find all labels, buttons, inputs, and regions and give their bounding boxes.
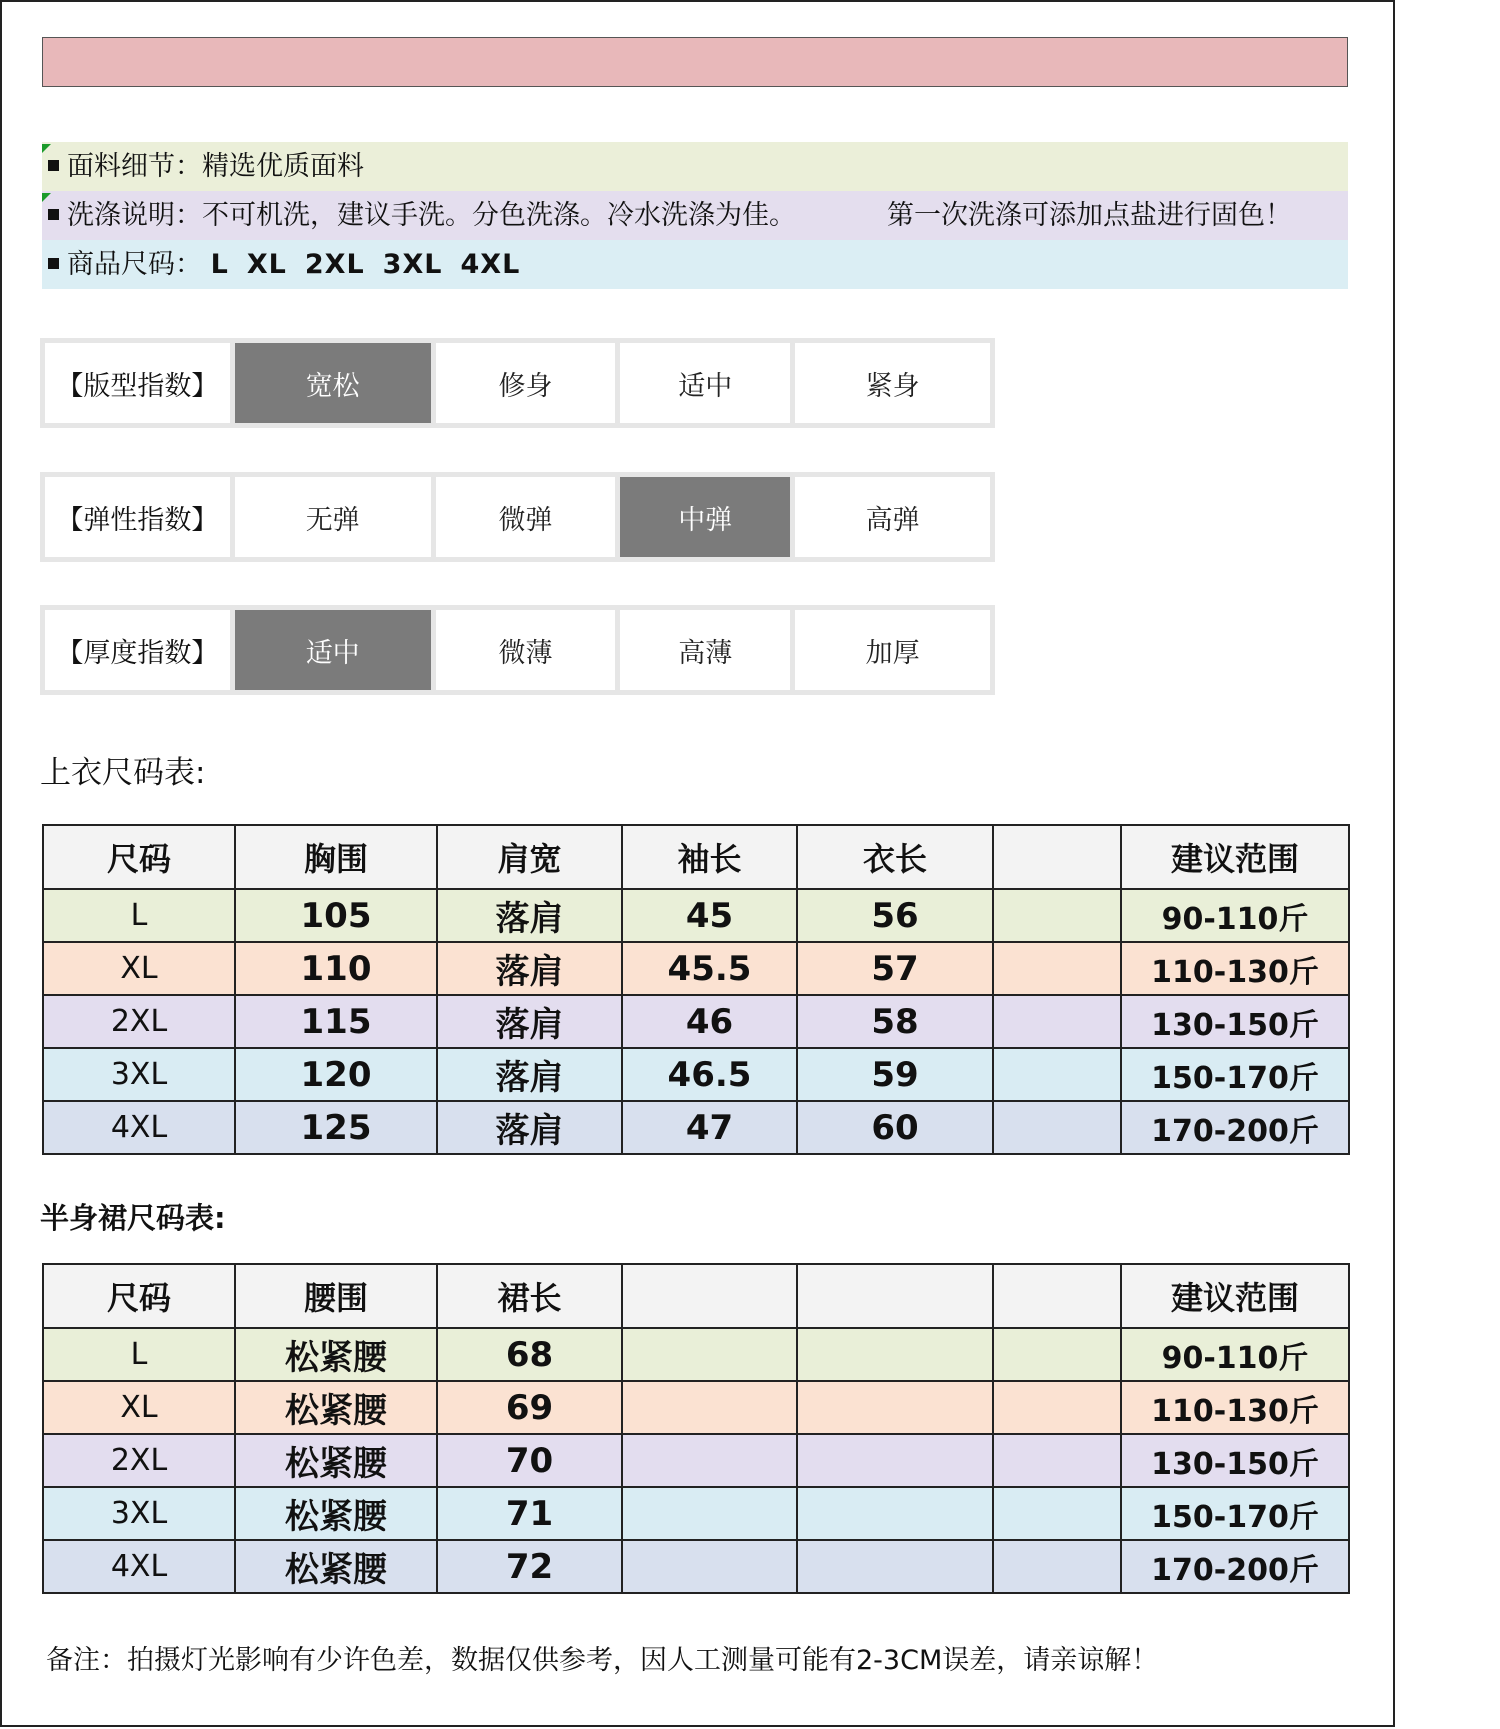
size-cell: L: [43, 1328, 235, 1381]
header-cell: [993, 825, 1121, 889]
header-cell: 裙长: [437, 1264, 622, 1328]
shoulder-cell: 落肩: [437, 1101, 622, 1154]
waist-cell: 松紧腰: [235, 1540, 437, 1593]
empty-cell: [993, 1328, 1121, 1381]
empty-cell: [993, 1487, 1121, 1540]
top-size-table-title: 上衣尺码表:: [40, 755, 206, 791]
length-cell: 59: [797, 1048, 993, 1101]
size-cell: XL: [43, 1381, 235, 1434]
empty-cell: [622, 1487, 797, 1540]
skirt-size-table-title: 半身裙尺码表:: [40, 1201, 226, 1235]
sleeve-cell: 45: [622, 889, 797, 942]
size-cell: 3XL: [43, 1048, 235, 1101]
thickness-option: 适中: [235, 610, 431, 690]
sleeve-cell: 45.5: [622, 942, 797, 995]
wash-extra-text: 第一次洗涤可添加点盐进行固色！: [887, 200, 1292, 231]
range-cell: 110-130斤: [1121, 1381, 1349, 1434]
square-bullet-icon: [48, 209, 59, 220]
table-row: [43, 1540, 1349, 1593]
size-cell: 3XL: [43, 1487, 235, 1540]
range-cell: 110-130斤: [1121, 942, 1349, 995]
table-row: [43, 942, 1349, 995]
wash-info-row: [42, 191, 1348, 240]
square-bullet-icon: [48, 258, 59, 269]
size-cell: L: [43, 889, 235, 942]
size-cell: 4XL: [43, 1540, 235, 1593]
sleeve-cell: 46.5: [622, 1048, 797, 1101]
header-cell: 尺码: [43, 825, 235, 889]
table-row: [43, 889, 1349, 942]
waist-cell: 松紧腰: [235, 1434, 437, 1487]
elasticity-index-label: 【弹性指数】: [45, 477, 230, 557]
header-cell: 衣长: [797, 825, 993, 889]
header-banner: [42, 37, 1348, 87]
elasticity-option: 无弹: [235, 477, 431, 557]
empty-cell: [993, 1540, 1121, 1593]
elasticity-option: 高弹: [795, 477, 990, 557]
size-item: 2XL: [304, 249, 365, 280]
shoulder-cell: 落肩: [437, 995, 622, 1048]
chest-cell: 105: [235, 889, 437, 942]
header-cell: 尺码: [43, 1264, 235, 1328]
range-cell: 170-200斤: [1121, 1101, 1349, 1154]
waist-cell: 松紧腰: [235, 1328, 437, 1381]
elasticity-index-bar: [40, 472, 995, 562]
waist-cell: 松紧腰: [235, 1381, 437, 1434]
shoulder-cell: 落肩: [437, 942, 622, 995]
size-info-row: [42, 240, 1348, 289]
empty-cell: [993, 995, 1121, 1048]
fit-option: 修身: [436, 343, 616, 423]
skirt-length-cell: 69: [437, 1381, 622, 1434]
table-row: [43, 1487, 1349, 1540]
corner-mark-icon: [42, 193, 51, 202]
table-row: [43, 1101, 1349, 1154]
header-cell: [993, 1264, 1121, 1328]
range-cell: 170-200斤: [1121, 1540, 1349, 1593]
range-cell: 90-110斤: [1121, 1328, 1349, 1381]
fit-option: 紧身: [795, 343, 990, 423]
empty-cell: [993, 1434, 1121, 1487]
skirt-length-cell: 72: [437, 1540, 622, 1593]
table-row: [43, 1048, 1349, 1101]
thickness-option: 加厚: [795, 610, 990, 690]
elasticity-option: 中弹: [620, 477, 790, 557]
empty-cell: [797, 1540, 993, 1593]
header-cell: [622, 1264, 797, 1328]
length-cell: 58: [797, 995, 993, 1048]
header-cell: 袖长: [622, 825, 797, 889]
empty-cell: [622, 1328, 797, 1381]
remark-note: 备注：拍摄灯光影响有少许色差，数据仅供参考，因人工测量可能有2-3CM误差，请亲谅解！: [46, 1645, 1159, 1676]
square-bullet-icon: [48, 160, 59, 171]
thickness-option: 微薄: [436, 610, 616, 690]
table-row: [43, 1434, 1349, 1487]
elasticity-option: 微弹: [436, 477, 616, 557]
size-cell: 4XL: [43, 1101, 235, 1154]
skirt-length-cell: 71: [437, 1487, 622, 1540]
size-item: XL: [246, 249, 287, 280]
sleeve-cell: 47: [622, 1101, 797, 1154]
size-cell: XL: [43, 942, 235, 995]
thickness-index-label: 【厚度指数】: [45, 610, 230, 690]
fit-index-bar: [40, 338, 995, 428]
length-cell: 56: [797, 889, 993, 942]
fabric-text: 面料细节：精选优质面料: [67, 151, 364, 182]
empty-cell: [993, 1048, 1121, 1101]
chest-cell: 125: [235, 1101, 437, 1154]
header-cell: 胸围: [235, 825, 437, 889]
header-cell: 腰围: [235, 1264, 437, 1328]
fit-option: 宽松: [235, 343, 431, 423]
size-item: L: [210, 249, 229, 280]
shoulder-cell: 落肩: [437, 889, 622, 942]
empty-cell: [993, 1381, 1121, 1434]
size-item: 4XL: [460, 249, 521, 280]
shoulder-cell: 落肩: [437, 1048, 622, 1101]
length-cell: 57: [797, 942, 993, 995]
empty-cell: [797, 1381, 993, 1434]
empty-cell: [993, 942, 1121, 995]
length-cell: 60: [797, 1101, 993, 1154]
fit-index-label: 【版型指数】: [45, 343, 230, 423]
header-cell: [797, 1264, 993, 1328]
empty-cell: [622, 1434, 797, 1487]
header-cell: 建议范围: [1121, 825, 1349, 889]
empty-cell: [622, 1540, 797, 1593]
empty-cell: [622, 1381, 797, 1434]
fabric-info-row: [42, 142, 1348, 191]
size-cell: 2XL: [43, 1434, 235, 1487]
chest-cell: 115: [235, 995, 437, 1048]
chest-cell: 120: [235, 1048, 437, 1101]
corner-mark-icon: [42, 144, 51, 153]
range-cell: 90-110斤: [1121, 889, 1349, 942]
size-item: 3XL: [382, 249, 443, 280]
range-cell: 150-170斤: [1121, 1487, 1349, 1540]
table-row: [43, 995, 1349, 1048]
table-header-row: [43, 1264, 1349, 1328]
range-cell: 130-150斤: [1121, 1434, 1349, 1487]
wash-text: 洗涤说明：不可机洗，建议手洗。分色洗涤。冷水洗涤为佳。: [67, 200, 796, 231]
empty-cell: [797, 1487, 993, 1540]
skirt-length-cell: 68: [437, 1328, 622, 1381]
header-cell: 建议范围: [1121, 1264, 1349, 1328]
table-header-row: [43, 825, 1349, 889]
sleeve-cell: 46: [622, 995, 797, 1048]
waist-cell: 松紧腰: [235, 1487, 437, 1540]
thickness-option: 高薄: [620, 610, 790, 690]
size-label: 商品尺码：: [67, 249, 202, 280]
empty-cell: [797, 1328, 993, 1381]
top-size-table: [42, 824, 1350, 1155]
thickness-index-bar: [40, 605, 995, 695]
table-row: [43, 1328, 1349, 1381]
range-cell: 150-170斤: [1121, 1048, 1349, 1101]
empty-cell: [797, 1434, 993, 1487]
chest-cell: 110: [235, 942, 437, 995]
skirt-size-table: [42, 1263, 1350, 1594]
fit-option: 适中: [620, 343, 790, 423]
size-list: [211, 249, 539, 280]
skirt-length-cell: 70: [437, 1434, 622, 1487]
range-cell: 130-150斤: [1121, 995, 1349, 1048]
table-row: [43, 1381, 1349, 1434]
size-cell: 2XL: [43, 995, 235, 1048]
empty-cell: [993, 1101, 1121, 1154]
header-cell: 肩宽: [437, 825, 622, 889]
empty-cell: [993, 889, 1121, 942]
